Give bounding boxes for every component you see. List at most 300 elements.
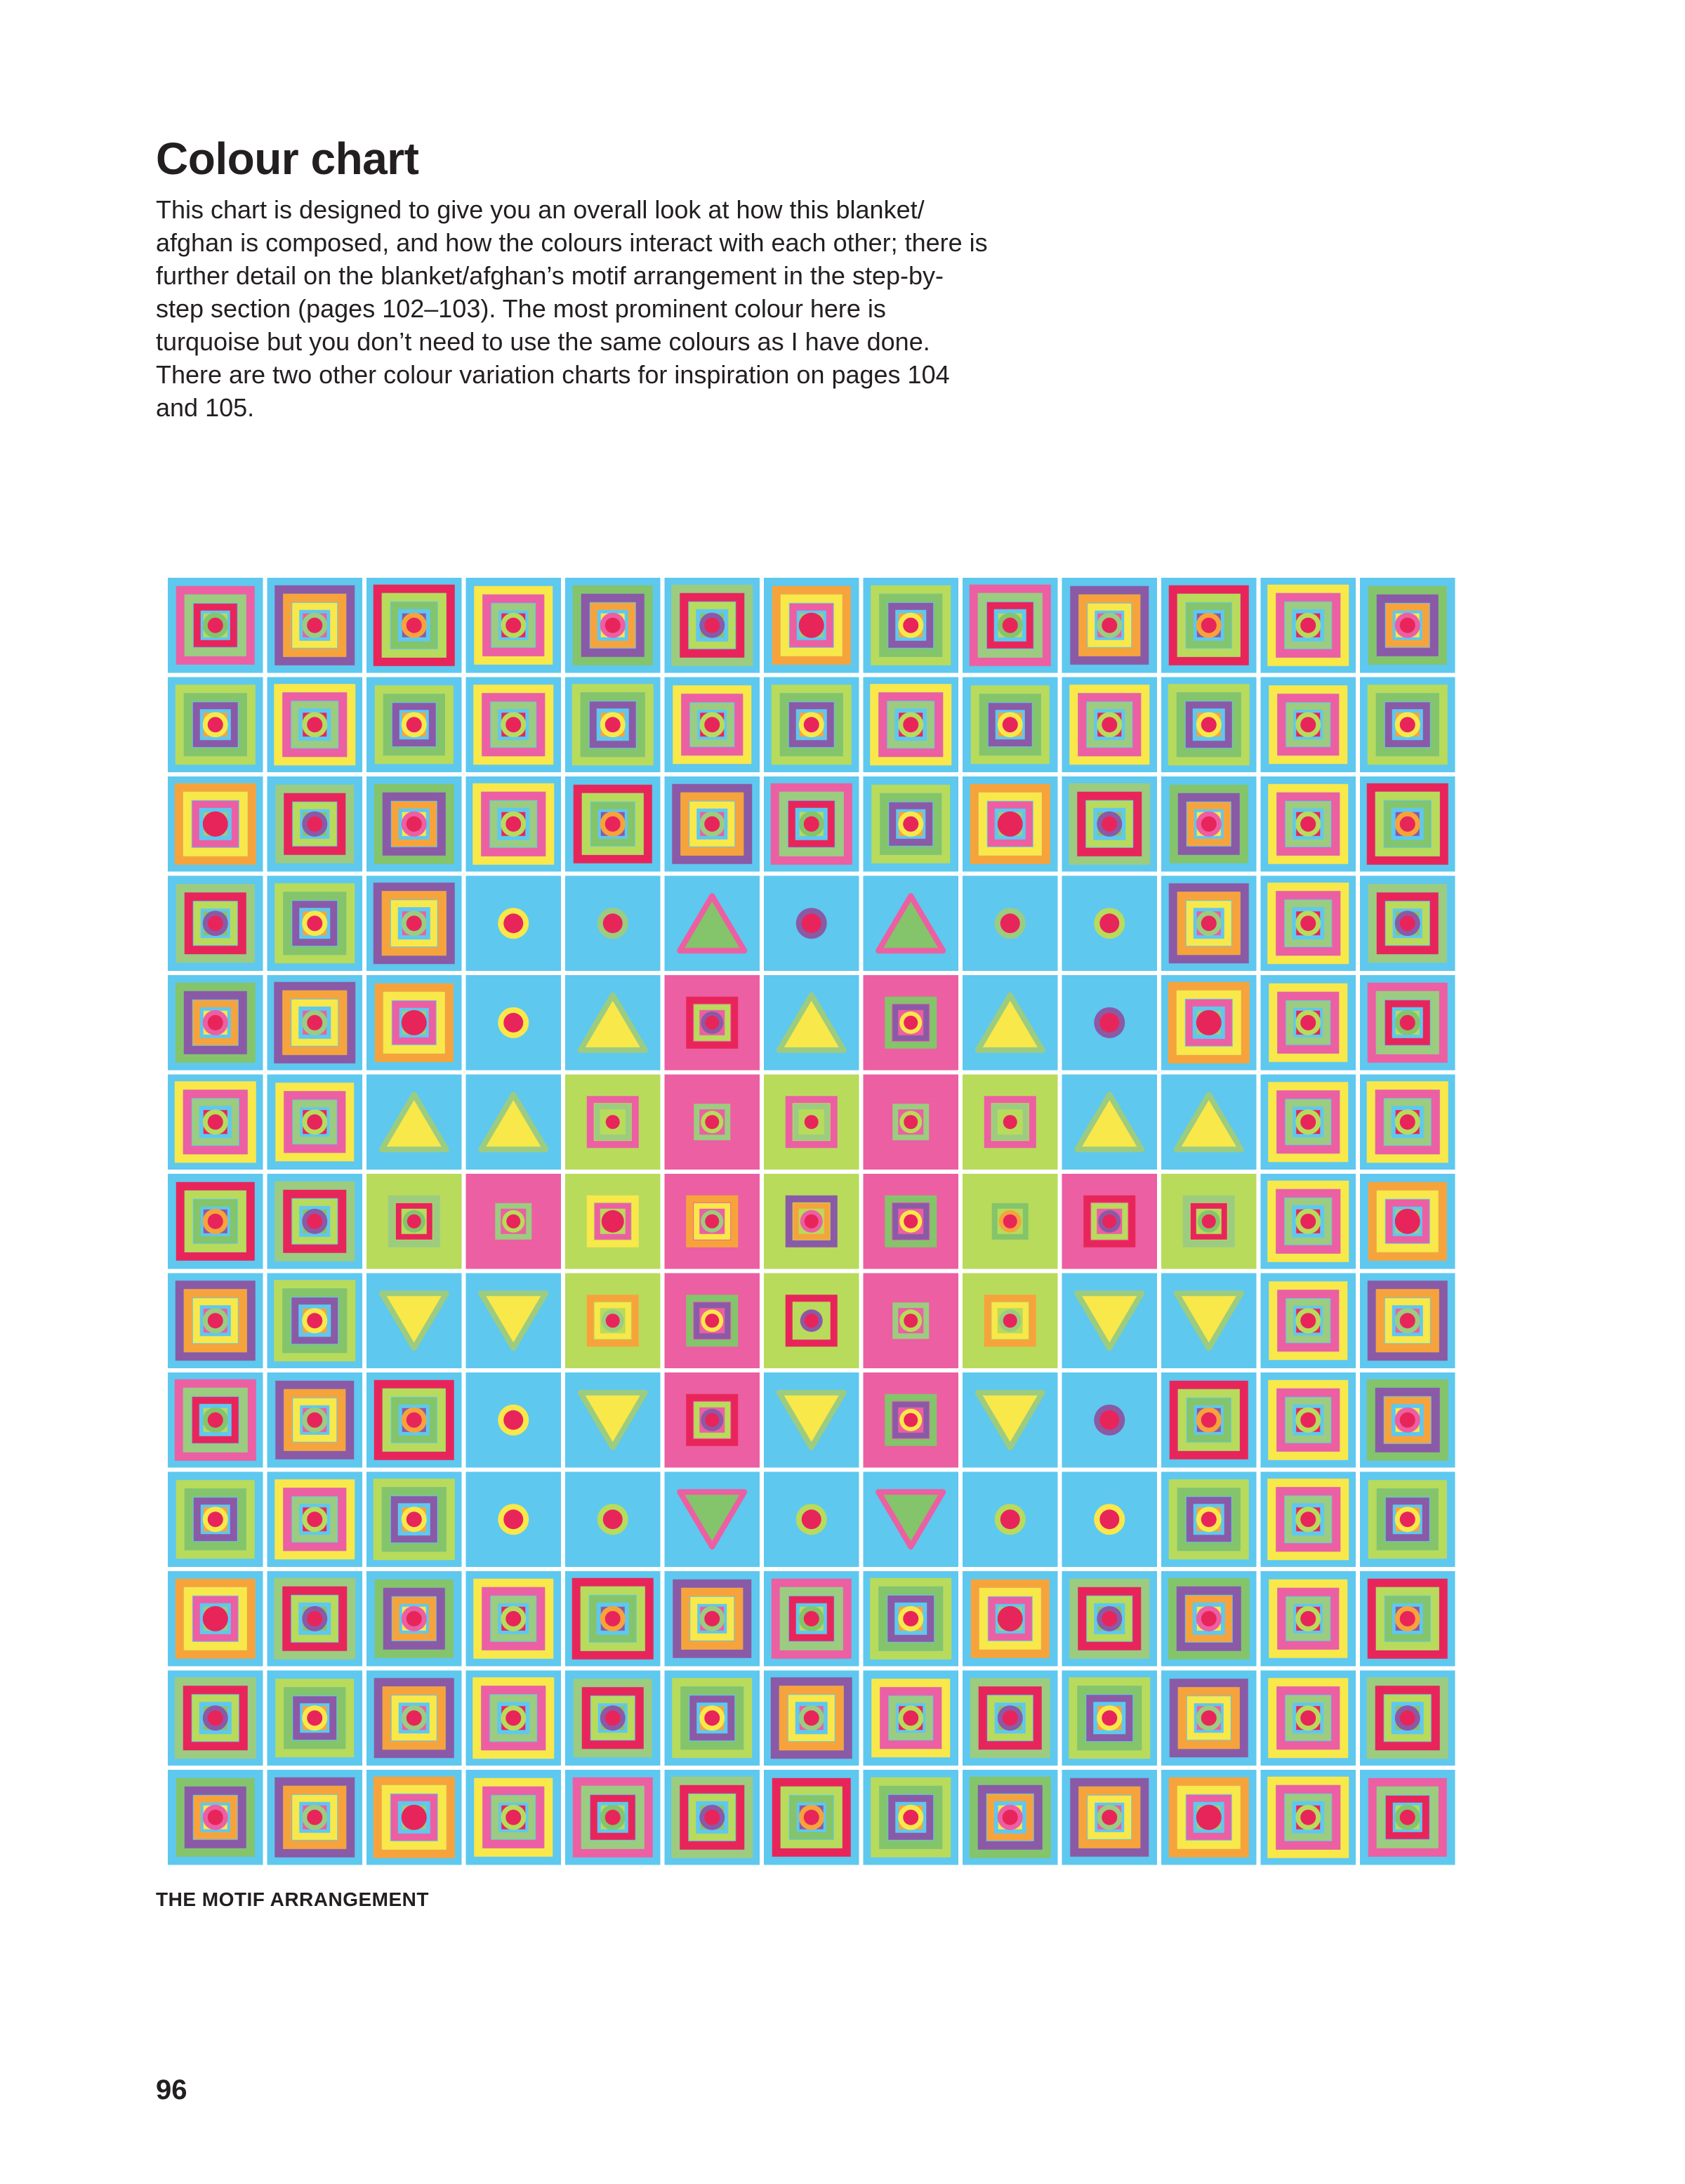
concentric-square-motif — [168, 1273, 263, 1369]
centre-dot — [1099, 1013, 1119, 1033]
centre-dot — [705, 1413, 719, 1427]
centre-dot — [208, 618, 223, 633]
concentric-square-motif — [267, 975, 363, 1071]
concentric-square-motif — [1360, 1273, 1455, 1369]
centre-dot — [805, 1215, 819, 1229]
concentric-square-motif — [168, 1472, 263, 1568]
centre-dot — [307, 1611, 322, 1627]
concentric-square-motif — [1161, 1770, 1257, 1865]
centre-dot — [208, 717, 223, 732]
centre-dot — [1400, 1412, 1415, 1428]
centre-dot — [505, 1710, 521, 1726]
centre-dot — [805, 1313, 819, 1328]
concentric-square-motif — [168, 1075, 263, 1170]
centre-dot — [903, 717, 918, 732]
centre-dot — [1300, 1015, 1316, 1031]
lime-square-motif — [565, 1273, 661, 1369]
concentric-square-motif — [1360, 1472, 1455, 1568]
centre-dot — [503, 913, 523, 933]
centre-dot — [1300, 816, 1316, 832]
centre-dot — [1003, 717, 1018, 732]
circle-on-turquoise-motif — [1062, 876, 1158, 972]
concentric-square-motif — [168, 1372, 263, 1468]
yellow-triangle-down-motif — [1161, 1273, 1257, 1369]
yellow-triangle-down-motif — [466, 1273, 562, 1369]
centre-dot — [903, 1611, 918, 1627]
centre-dot — [1003, 618, 1018, 633]
concentric-square-motif — [168, 1671, 263, 1766]
concentric-square-motif — [168, 1174, 263, 1269]
page-title: Colour chart — [156, 133, 419, 184]
concentric-square-motif — [1261, 578, 1356, 673]
concentric-square-motif — [1161, 1372, 1257, 1468]
intro-paragraph: This chart is designed to give you an overall look at how this blanket/ afghan is composed, and how the colours interact with each other; there is further detail on the blanket/afghan’s motif arrangement in the step-by-step section (pages 102–103). The most prominent colour here is turquoise but you don’t need to use the same colours as I have done. There are two other colour variation charts for inspiration on pages 104 and 105. — [156, 195, 988, 422]
centre-dot — [705, 1115, 719, 1129]
concentric-square-motif — [366, 1372, 462, 1468]
centre-dot — [805, 1115, 819, 1129]
circle-on-turquoise-motif — [466, 975, 562, 1071]
concentric-square-motif — [466, 578, 562, 673]
concentric-square-motif — [1261, 1174, 1356, 1269]
centre-dot — [407, 1810, 422, 1825]
centre-dot — [605, 816, 621, 832]
centre-dot — [1201, 1412, 1217, 1428]
concentric-square-motif — [665, 1671, 760, 1766]
pink-square-motif — [864, 1372, 959, 1468]
centre-dot — [804, 1710, 819, 1726]
concentric-square-motif — [1360, 876, 1455, 972]
lime-square-motif — [963, 1174, 1058, 1269]
concentric-square-motif — [565, 578, 661, 673]
concentric-square-motif — [168, 1770, 263, 1865]
concentric-square-motif — [366, 1571, 462, 1667]
centre-dot — [1201, 1511, 1217, 1527]
concentric-square-motif — [864, 677, 959, 773]
centre-dot — [1003, 816, 1018, 832]
centre-dot — [903, 1810, 918, 1825]
pink-square-motif — [665, 1174, 760, 1269]
centre-dot — [1300, 1810, 1316, 1825]
circle-on-turquoise-motif — [1062, 1372, 1158, 1468]
concentric-square-motif — [1360, 776, 1455, 872]
lime-square-motif — [764, 1273, 859, 1369]
concentric-square-motif — [1261, 1472, 1356, 1568]
lime-square-motif — [963, 1075, 1058, 1170]
centre-dot — [407, 1215, 421, 1229]
concentric-square-motif — [466, 1770, 562, 1865]
concentric-square-motif — [1261, 876, 1356, 972]
centre-dot — [1003, 1810, 1018, 1825]
centre-dot — [407, 915, 422, 931]
centre-dot — [307, 915, 322, 931]
centre-dot — [704, 1611, 720, 1627]
centre-dot — [505, 717, 521, 732]
circle-on-turquoise-motif — [1062, 975, 1158, 1071]
centre-dot — [1102, 816, 1117, 832]
centre-dot — [804, 1810, 819, 1825]
circle-on-turquoise-motif — [1062, 1472, 1158, 1568]
concentric-square-motif — [1261, 1372, 1356, 1468]
concentric-square-motif — [267, 1273, 363, 1369]
centre-dot — [804, 816, 819, 832]
centre-dot — [904, 1413, 918, 1427]
centre-dot — [1400, 1313, 1415, 1328]
centre-dot — [1400, 1015, 1415, 1031]
centre-dot — [208, 1810, 223, 1825]
pink-square-motif — [665, 975, 760, 1071]
circle-on-turquoise-motif — [565, 876, 661, 972]
centre-dot — [1102, 1810, 1117, 1825]
centre-dot — [307, 717, 322, 732]
pink-square-motif — [864, 1174, 959, 1269]
concentric-square-motif — [1261, 677, 1356, 773]
centre-dot — [704, 1710, 720, 1726]
concentric-square-motif — [665, 578, 760, 673]
centre-dot — [1400, 1710, 1415, 1726]
figure-caption: THE MOTIF ARRANGEMENT — [156, 1888, 429, 1910]
concentric-square-motif — [267, 1472, 363, 1568]
centre-dot — [208, 1015, 223, 1031]
pink-triangle-up-motif — [864, 876, 959, 972]
lime-square-motif — [764, 1174, 859, 1269]
centre-dot — [1099, 913, 1119, 933]
centre-dot — [1102, 1710, 1117, 1726]
concentric-square-motif — [366, 975, 462, 1071]
centre-dot — [1201, 618, 1217, 633]
centre-dot — [503, 1410, 523, 1430]
concentric-square-motif — [1261, 1571, 1356, 1667]
concentric-square-motif — [565, 1770, 661, 1865]
centre-dot — [307, 1710, 322, 1726]
concentric-square-motif — [1360, 1174, 1455, 1269]
centre-dot — [1400, 1114, 1415, 1130]
centre-dot — [606, 1115, 620, 1129]
concentric-square-motif — [168, 1571, 263, 1667]
concentric-square-motif — [1360, 677, 1455, 773]
circle-on-turquoise-motif — [466, 1472, 562, 1568]
circle-on-turquoise-motif — [466, 1372, 562, 1468]
centre-dot — [606, 1313, 620, 1328]
concentric-square-motif — [168, 975, 263, 1071]
centre-dot — [1003, 1115, 1017, 1129]
centre-dot — [208, 1214, 223, 1229]
centre-dot — [704, 816, 720, 832]
centre-dot — [407, 1611, 422, 1627]
concentric-square-motif — [1360, 1671, 1455, 1766]
centre-dot — [904, 1215, 918, 1229]
concentric-square-motif — [466, 677, 562, 773]
centre-dot — [208, 1412, 223, 1428]
concentric-square-motif — [1161, 1671, 1257, 1766]
centre-dot — [208, 1710, 223, 1726]
centre-dot — [606, 1215, 620, 1229]
centre-dot — [1300, 1214, 1316, 1229]
centre-dot — [1102, 1611, 1117, 1627]
concentric-square-motif — [1062, 1770, 1158, 1865]
yellow-triangle-up-motif — [1062, 1075, 1158, 1170]
concentric-square-motif — [267, 876, 363, 972]
centre-dot — [705, 1215, 719, 1229]
centre-dot — [307, 1313, 322, 1328]
centre-dot — [903, 816, 918, 832]
centre-dot — [1400, 915, 1415, 931]
concentric-square-motif — [1161, 975, 1257, 1071]
concentric-square-motif — [963, 1671, 1058, 1766]
pink-square-motif — [665, 1075, 760, 1170]
centre-dot — [307, 1511, 322, 1527]
centre-dot — [407, 1412, 422, 1428]
centre-dot — [505, 1810, 521, 1825]
centre-dot — [1300, 1412, 1316, 1428]
concentric-square-motif — [1261, 975, 1356, 1071]
lime-square-motif — [366, 1174, 462, 1269]
centre-dot — [1300, 1114, 1316, 1130]
concentric-square-motif — [565, 1571, 661, 1667]
concentric-square-motif — [1360, 1075, 1455, 1170]
concentric-square-motif — [864, 1770, 959, 1865]
concentric-square-motif — [1360, 1571, 1455, 1667]
centre-dot — [1201, 1611, 1217, 1627]
centre-dot — [208, 1114, 223, 1130]
concentric-square-motif — [963, 1571, 1058, 1667]
pink-triangle-down-motif — [665, 1472, 760, 1568]
centre-dot — [1400, 816, 1415, 832]
concentric-square-motif — [267, 1571, 363, 1667]
lime-square-motif — [963, 1273, 1058, 1369]
concentric-square-motif — [665, 1571, 760, 1667]
centre-dot — [605, 618, 621, 633]
yellow-triangle-down-motif — [1062, 1273, 1158, 1369]
centre-dot — [704, 618, 720, 633]
centre-dot — [1000, 913, 1020, 933]
concentric-square-motif — [764, 776, 859, 872]
centre-dot — [1201, 1810, 1217, 1825]
centre-dot — [1102, 1215, 1116, 1229]
concentric-square-motif — [366, 776, 462, 872]
centre-dot — [1400, 1611, 1415, 1627]
centre-dot — [1300, 1611, 1316, 1627]
centre-dot — [1003, 1611, 1018, 1627]
centre-dot — [208, 915, 223, 931]
concentric-square-motif — [267, 1671, 363, 1766]
circle-on-turquoise-motif — [764, 1472, 859, 1568]
pink-triangle-up-motif — [665, 876, 760, 972]
centre-dot — [1099, 1410, 1119, 1430]
centre-dot — [307, 618, 322, 633]
centre-dot — [307, 1015, 322, 1031]
pink-square-motif — [864, 1075, 959, 1170]
concentric-square-motif — [565, 776, 661, 872]
pink-square-motif — [864, 1273, 959, 1369]
centre-dot — [802, 913, 821, 933]
centre-dot — [208, 1611, 223, 1627]
centre-dot — [802, 1509, 821, 1529]
centre-dot — [503, 1013, 523, 1033]
lime-square-motif — [565, 1174, 661, 1269]
centre-dot — [1003, 1313, 1017, 1328]
concentric-square-motif — [1360, 1770, 1455, 1865]
concentric-square-motif — [764, 1770, 859, 1865]
concentric-square-motif — [466, 1671, 562, 1766]
centre-dot — [1201, 816, 1217, 832]
yellow-triangle-up-motif — [963, 975, 1058, 1071]
concentric-square-motif — [864, 776, 959, 872]
centre-dot — [1300, 1511, 1316, 1527]
concentric-square-motif — [1161, 677, 1257, 773]
centre-dot — [407, 816, 422, 832]
concentric-square-motif — [267, 1372, 363, 1468]
centre-dot — [1300, 1710, 1316, 1726]
centre-dot — [1400, 1810, 1415, 1825]
centre-dot — [208, 816, 223, 832]
centre-dot — [704, 1810, 720, 1825]
centre-dot — [904, 1016, 918, 1030]
centre-dot — [1300, 915, 1316, 931]
centre-dot — [407, 618, 422, 633]
centre-dot — [804, 618, 819, 633]
pink-triangle-down-motif — [864, 1472, 959, 1568]
concentric-square-motif — [1062, 578, 1158, 673]
centre-dot — [903, 1710, 918, 1726]
concentric-square-motif — [366, 876, 462, 972]
centre-dot — [1000, 1509, 1020, 1529]
concentric-square-motif — [366, 677, 462, 773]
page-number: 96 — [156, 2074, 187, 2105]
concentric-square-motif — [168, 876, 263, 972]
concentric-square-motif — [963, 677, 1058, 773]
yellow-triangle-up-motif — [764, 975, 859, 1071]
yellow-triangle-up-motif — [466, 1075, 562, 1170]
centre-dot — [603, 913, 623, 933]
yellow-triangle-down-motif — [565, 1372, 661, 1468]
centre-dot — [307, 1214, 322, 1229]
yellow-triangle-up-motif — [366, 1075, 462, 1170]
centre-dot — [1400, 1214, 1415, 1229]
concentric-square-motif — [267, 677, 363, 773]
centre-dot — [307, 1810, 322, 1825]
concentric-square-motif — [168, 776, 263, 872]
concentric-square-motif — [1062, 1671, 1158, 1766]
circle-on-turquoise-motif — [963, 1472, 1058, 1568]
centre-dot — [1102, 618, 1117, 633]
concentric-square-motif — [267, 1770, 363, 1865]
centre-dot — [1400, 1511, 1415, 1527]
concentric-square-motif — [565, 1671, 661, 1766]
centre-dot — [503, 1509, 523, 1529]
centre-dot — [208, 1313, 223, 1328]
yellow-triangle-down-motif — [366, 1273, 462, 1369]
concentric-square-motif — [168, 677, 263, 773]
centre-dot — [1003, 1215, 1017, 1229]
concentric-square-motif — [864, 578, 959, 673]
concentric-square-motif — [665, 776, 760, 872]
centre-dot — [506, 1215, 520, 1229]
centre-dot — [904, 1115, 918, 1129]
centre-dot — [1201, 1015, 1217, 1031]
centre-dot — [1300, 1313, 1316, 1328]
concentric-square-motif — [466, 776, 562, 872]
pink-square-motif — [665, 1372, 760, 1468]
centre-dot — [1201, 1710, 1217, 1726]
centre-dot — [605, 1611, 621, 1627]
centre-dot — [704, 717, 720, 732]
concentric-square-motif — [168, 578, 263, 673]
circle-on-turquoise-motif — [466, 876, 562, 972]
centre-dot — [904, 1313, 918, 1328]
concentric-square-motif — [665, 677, 760, 773]
concentric-square-motif — [1261, 1770, 1356, 1865]
concentric-square-motif — [1062, 1571, 1158, 1667]
circle-on-turquoise-motif — [764, 876, 859, 972]
centre-dot — [407, 1710, 422, 1726]
concentric-square-motif — [565, 677, 661, 773]
concentric-square-motif — [267, 1075, 363, 1170]
concentric-square-motif — [1161, 776, 1257, 872]
centre-dot — [605, 717, 621, 732]
centre-dot — [605, 1810, 621, 1825]
centre-dot — [705, 1016, 719, 1030]
centre-dot — [705, 1313, 719, 1328]
centre-dot — [1202, 1215, 1216, 1229]
concentric-square-motif — [1161, 876, 1257, 972]
centre-dot — [1201, 915, 1217, 931]
centre-dot — [903, 618, 918, 633]
centre-dot — [605, 1710, 621, 1726]
concentric-square-motif — [1360, 1372, 1455, 1468]
centre-dot — [505, 1611, 521, 1627]
concentric-square-motif — [366, 1671, 462, 1766]
centre-dot — [307, 1412, 322, 1428]
centre-dot — [1400, 618, 1415, 633]
yellow-triangle-down-motif — [963, 1372, 1058, 1468]
concentric-square-motif — [1261, 1075, 1356, 1170]
circle-on-turquoise-motif — [963, 876, 1058, 972]
lime-square-motif — [565, 1075, 661, 1170]
lime-square-motif — [1161, 1174, 1257, 1269]
pink-square-motif — [466, 1174, 562, 1269]
concentric-square-motif — [764, 578, 859, 673]
yellow-triangle-up-motif — [1161, 1075, 1257, 1170]
centre-dot — [1300, 618, 1316, 633]
motif-arrangement-chart — [166, 576, 1458, 1867]
concentric-square-motif — [864, 1571, 959, 1667]
centre-dot — [1201, 717, 1217, 732]
yellow-triangle-up-motif — [565, 975, 661, 1071]
centre-dot — [804, 717, 819, 732]
centre-dot — [407, 1015, 422, 1031]
centre-dot — [407, 1511, 422, 1527]
pink-square-motif — [665, 1273, 760, 1369]
concentric-square-motif — [1261, 1273, 1356, 1369]
concentric-square-motif — [1161, 578, 1257, 673]
concentric-square-motif — [764, 1571, 859, 1667]
concentric-square-motif — [1062, 776, 1158, 872]
centre-dot — [1099, 1509, 1119, 1529]
concentric-square-motif — [1360, 578, 1455, 673]
centre-dot — [603, 1509, 623, 1529]
centre-dot — [307, 1114, 322, 1130]
circle-on-turquoise-motif — [565, 1472, 661, 1568]
centre-dot — [407, 717, 422, 732]
concentric-square-motif — [864, 1671, 959, 1766]
concentric-square-motif — [267, 776, 363, 872]
concentric-square-motif — [267, 1174, 363, 1269]
centre-dot — [804, 1611, 819, 1627]
concentric-square-motif — [1062, 677, 1158, 773]
centre-dot — [208, 1511, 223, 1527]
concentric-square-motif — [366, 1472, 462, 1568]
centre-dot — [1300, 717, 1316, 732]
